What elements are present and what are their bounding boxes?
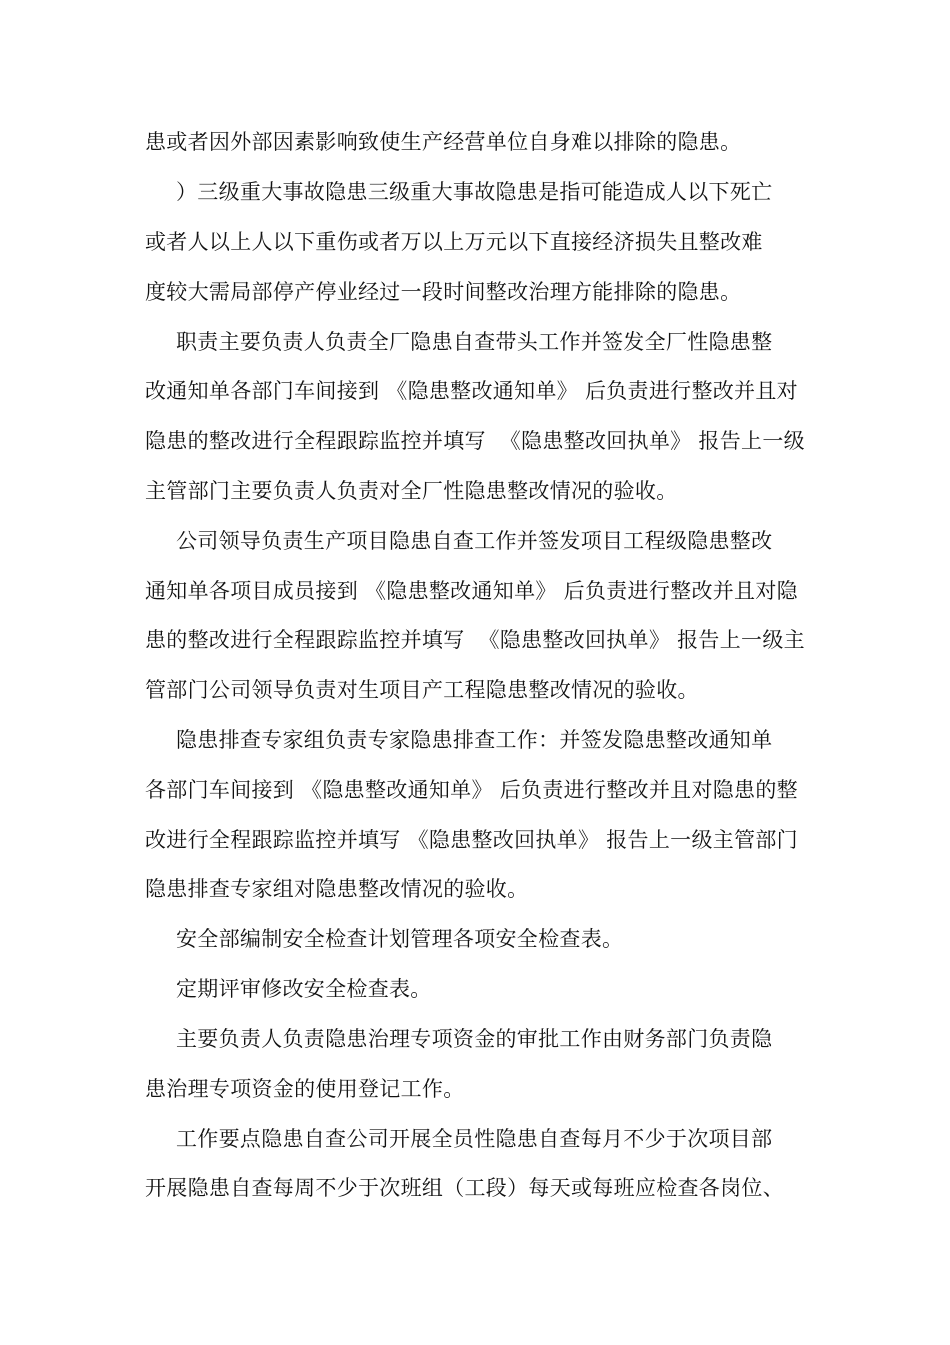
text-line: 隐患的整改进行全程跟踪监控并填写 《隐患整改回执单》 报告上一级 [145,429,805,453]
text-line: 公司领导负责生产项目隐患自查工作并签发项目工程级隐患整改 [176,529,773,553]
text-line: 主要负责人负责隐患治理专项资金的审批工作由财务部门负责隐 [176,1027,773,1051]
text-line: 开展隐患自查每周不少于次班组（工段）每天或每班应检查各岗位、 [145,1176,784,1200]
text-line: 患的整改进行全程跟踪监控并填写 《隐患整改回执单》 报告上一级主 [145,628,805,652]
text-line: 或者人以上人以下重伤或者万以上万元以下直接经济损失且整改难 [145,230,763,254]
text-line: ）三级重大事故隐患三级重大事故隐患是指可能造成人以下死亡 [176,180,773,204]
text-line: 各部门车间接到 《隐患整改通知单》 后负责进行整改并且对隐患的整 [145,778,798,802]
text-line: 主管部门主要负责人负责对全厂性隐患整改情况的验收。 [145,479,678,503]
text-line: 改进行全程跟踪监控并填写 《隐患整改回执单》 报告上一级主管部门 [145,828,798,852]
text-line: 患治理专项资金的使用登记工作。 [145,1077,465,1101]
text-line: 度较大需局部停产停业经过一段时间整改治理方能排除的隐患。 [145,280,742,304]
text-line: 工作要点隐患自查公司开展全员性隐患自查每月不少于次项目部 [176,1127,773,1151]
text-line: 安全部编制安全检查计划管理各项安全检查表。 [176,927,624,951]
text-line: 管部门公司领导负责对生项目产工程隐患整改情况的验收。 [145,678,699,702]
text-line: 职责主要负责人负责全厂隐患自查带头工作并签发全厂性隐患整 [176,330,773,354]
text-line: 通知单各项目成员接到 《隐患整改通知单》 后负责进行整改并且对隐 [145,579,798,603]
text-line: 隐患排查专家组对隐患整改情况的验收。 [145,877,529,901]
text-line: 隐患排查专家组负责专家隐患排查工作：并签发隐患整改通知单 [176,728,773,752]
text-line: 定期评审修改安全检查表。 [176,977,432,1001]
text-line: 患或者因外部因素影响致使生产经营单位自身难以排除的隐患。 [145,130,742,154]
text-line: 改通知单各部门车间接到 《隐患整改通知单》 后负责进行整改并且对 [145,379,798,403]
